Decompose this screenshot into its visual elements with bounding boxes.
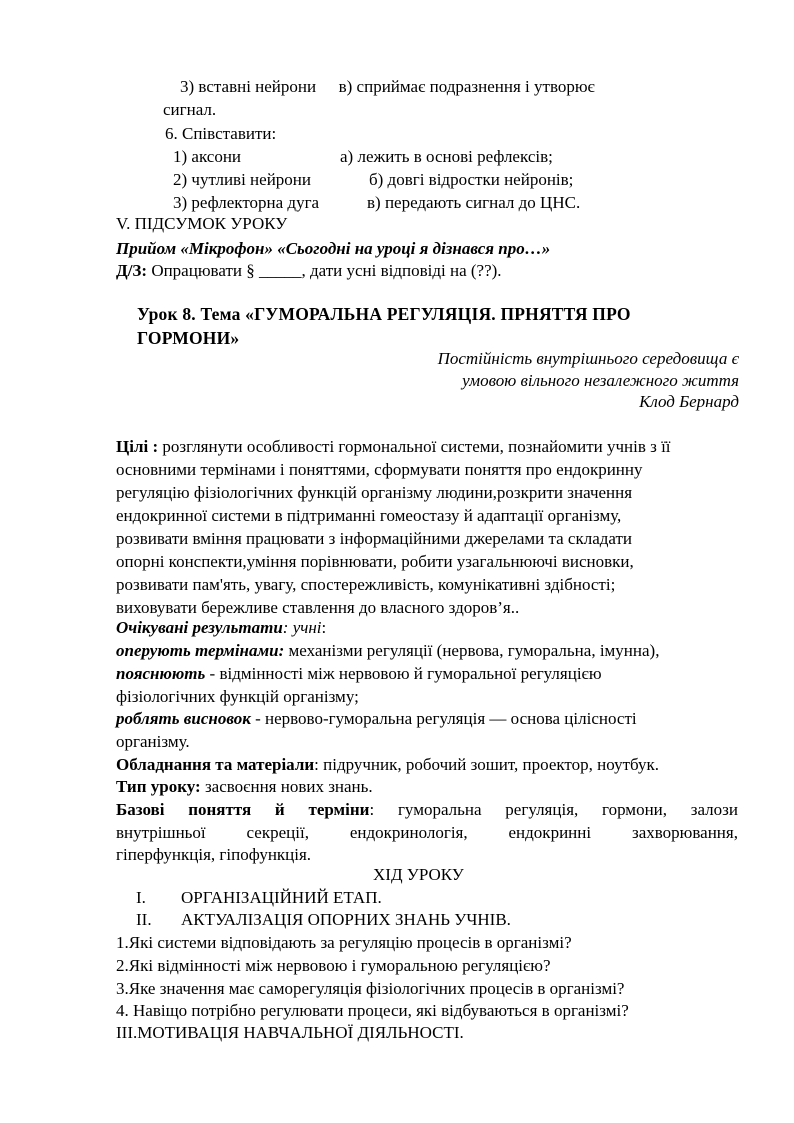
goals-line7: розвивати пам'ять, увагу, спостережливість, комунікативні здібності; (116, 575, 616, 594)
goals-line5: розвивати вміння працювати з інформаційними джерелами та складати (116, 529, 633, 548)
equipment-line (116, 754, 659, 776)
basic-terms-line3: гіперфункція, гіпофункція. (116, 845, 312, 864)
basic-l2-w3: ендокринологія, (349, 823, 468, 842)
flow-title: ХІД УРОКУ (373, 865, 464, 884)
match-right-1: а) лежить в основі рефлексів; (340, 147, 553, 166)
operate-label: оперують термінами: (116, 641, 285, 660)
goals-line2: основними термінами і поняттями, сформувати поняття про ендокринну (116, 460, 643, 479)
epigraph-author: Клод Бернард (639, 392, 739, 411)
task-6-heading: 6. Співставити: (165, 124, 277, 143)
explain-text: - відмінності між нервовою й гуморальної регуляцією (205, 664, 602, 683)
epigraph-line1: Постійність внутрішнього середовища є (437, 349, 739, 368)
section-1-num: I. (136, 888, 146, 907)
goals-line1 (116, 436, 671, 458)
conclusion-label: роблять висновок (116, 709, 251, 728)
section-3-title: ІІІ.МОТИВАЦІЯ НАВЧАЛЬНОЇ ДІЯЛЬНОСТІ. (116, 1023, 464, 1042)
equipment-label: Обладнання та матеріали (116, 755, 315, 774)
lesson-title-line1: Урок 8. Тема «ГУМОРАЛЬНА РЕГУЛЯЦІЯ. ПРНЯТТЯ ПРО (137, 304, 631, 324)
results-conclusion (116, 708, 637, 730)
item-3-interneurons (180, 76, 595, 98)
results-explain-cont: фізіологічних функцій організму; (116, 687, 359, 706)
signal-line: сигнал. (163, 100, 217, 119)
item-left: 3) вставні нейрони (180, 77, 317, 96)
question-1: 1.Які системи відповідають за регуляцію процесів в організмі? (116, 933, 572, 952)
results-label: Очікувані результати (116, 618, 283, 637)
section-2-title: АКТУАЛІЗАЦІЯ ОПОРНИХ ЗНАНЬ УЧНІВ. (181, 910, 511, 929)
basic-w4-colon: : (369, 800, 375, 819)
microphone-technique: Прийом «Мікрофон» «Сьогодні на уроці я дізнався про…» (116, 239, 551, 258)
basic-w5: гуморальна (397, 800, 482, 819)
homework-line (116, 260, 502, 282)
goals-line4: ендокринної системи в підтриманні гомеостазу й адаптації організму, (116, 506, 622, 525)
basic-w8: залози (690, 800, 738, 819)
homework-label: Д/З: (116, 261, 148, 280)
basic-w6: регуляція, (505, 800, 579, 819)
match-right-3: в) передають сигнал до ЦНС. (367, 193, 581, 212)
results-explain (116, 663, 602, 685)
operate-text: механізми регуляції (нервова, гуморальна, імунна), (284, 641, 660, 660)
basic-w1: Базові (116, 800, 165, 819)
basic-w7: гормони, (602, 800, 668, 819)
equipment-text: : підручник, робочий зошит, проектор, ноутбук. (314, 755, 660, 774)
basic-w4 (308, 799, 374, 821)
basic-terms-line1 (116, 799, 738, 821)
section-2-num: II. (136, 910, 152, 929)
goals-text-1: розглянути особливості гормональної системи, познайомити учнів з її (158, 437, 671, 456)
item-right: в) сприймає подразнення і утворює (338, 77, 595, 96)
question-2: 2.Які відмінності між нервовою і гуморальною регуляцією? (116, 956, 551, 975)
conclusion-text: - нервово-гуморальна регуляція — основа цілісності (250, 709, 637, 728)
results-heading (116, 617, 326, 639)
basic-l2-w2: секреції, (246, 823, 309, 842)
match-left-3: 3) рефлекторна дуга (173, 193, 320, 212)
lesson-type-label: Тип уроку: (116, 777, 201, 796)
match-left-1: 1) аксони (173, 147, 242, 166)
goals-label: Цілі : (116, 437, 159, 456)
question-4: 4. Навіщо потрібно регулювати процеси, які відбуваються в організмі? (116, 1001, 629, 1020)
results-colon: : (321, 618, 327, 637)
lesson-type-text: засвоєння нових знань. (200, 777, 373, 796)
basic-w3: й (274, 800, 285, 819)
lesson-type-line (116, 776, 373, 798)
basic-w4-word: терміни (308, 800, 370, 819)
goals-line3: регуляцію фізіологічних функцій організму людини,розкрити значення (116, 483, 633, 502)
question-3: 3.Яке значення має саморегуляція фізіологічних процесів в організмі? (116, 979, 625, 998)
basic-terms-line2 (116, 822, 738, 844)
explain-label: пояснюють (116, 664, 206, 683)
match-right-2: б) довгі відростки нейронів; (369, 170, 574, 189)
results-label-rest: : учні (282, 618, 322, 637)
match-left-2: 2) чутливі нейрони (173, 170, 311, 189)
basic-l2-w5: захворювання, (631, 823, 738, 842)
goals-line6: опорні конспекти,уміння порівнювати, робити узагальнюючі висновки, (116, 552, 634, 571)
basic-l2-w4: ендокринні (508, 823, 592, 842)
basic-l2-w1: внутрішньої (116, 823, 206, 842)
epigraph-line2: умовою вільного незалежного життя (462, 371, 739, 390)
results-operate (116, 640, 659, 662)
summary-heading: V. ПІДСУМОК УРОКУ (116, 214, 288, 233)
section-1-title: ОРГАНІЗАЦІЙНИЙ ЕТАП. (181, 888, 382, 907)
lesson-title-line2: ГОРМОНИ» (137, 328, 240, 348)
results-conclusion-cont: організму. (116, 732, 190, 751)
goals-line8: виховувати бережливе ставлення до власного здоров’я.. (116, 598, 520, 617)
homework-text: Опрацювати § _____, дати усні відповіді на (??). (147, 261, 502, 280)
basic-w2: поняття (188, 800, 252, 819)
